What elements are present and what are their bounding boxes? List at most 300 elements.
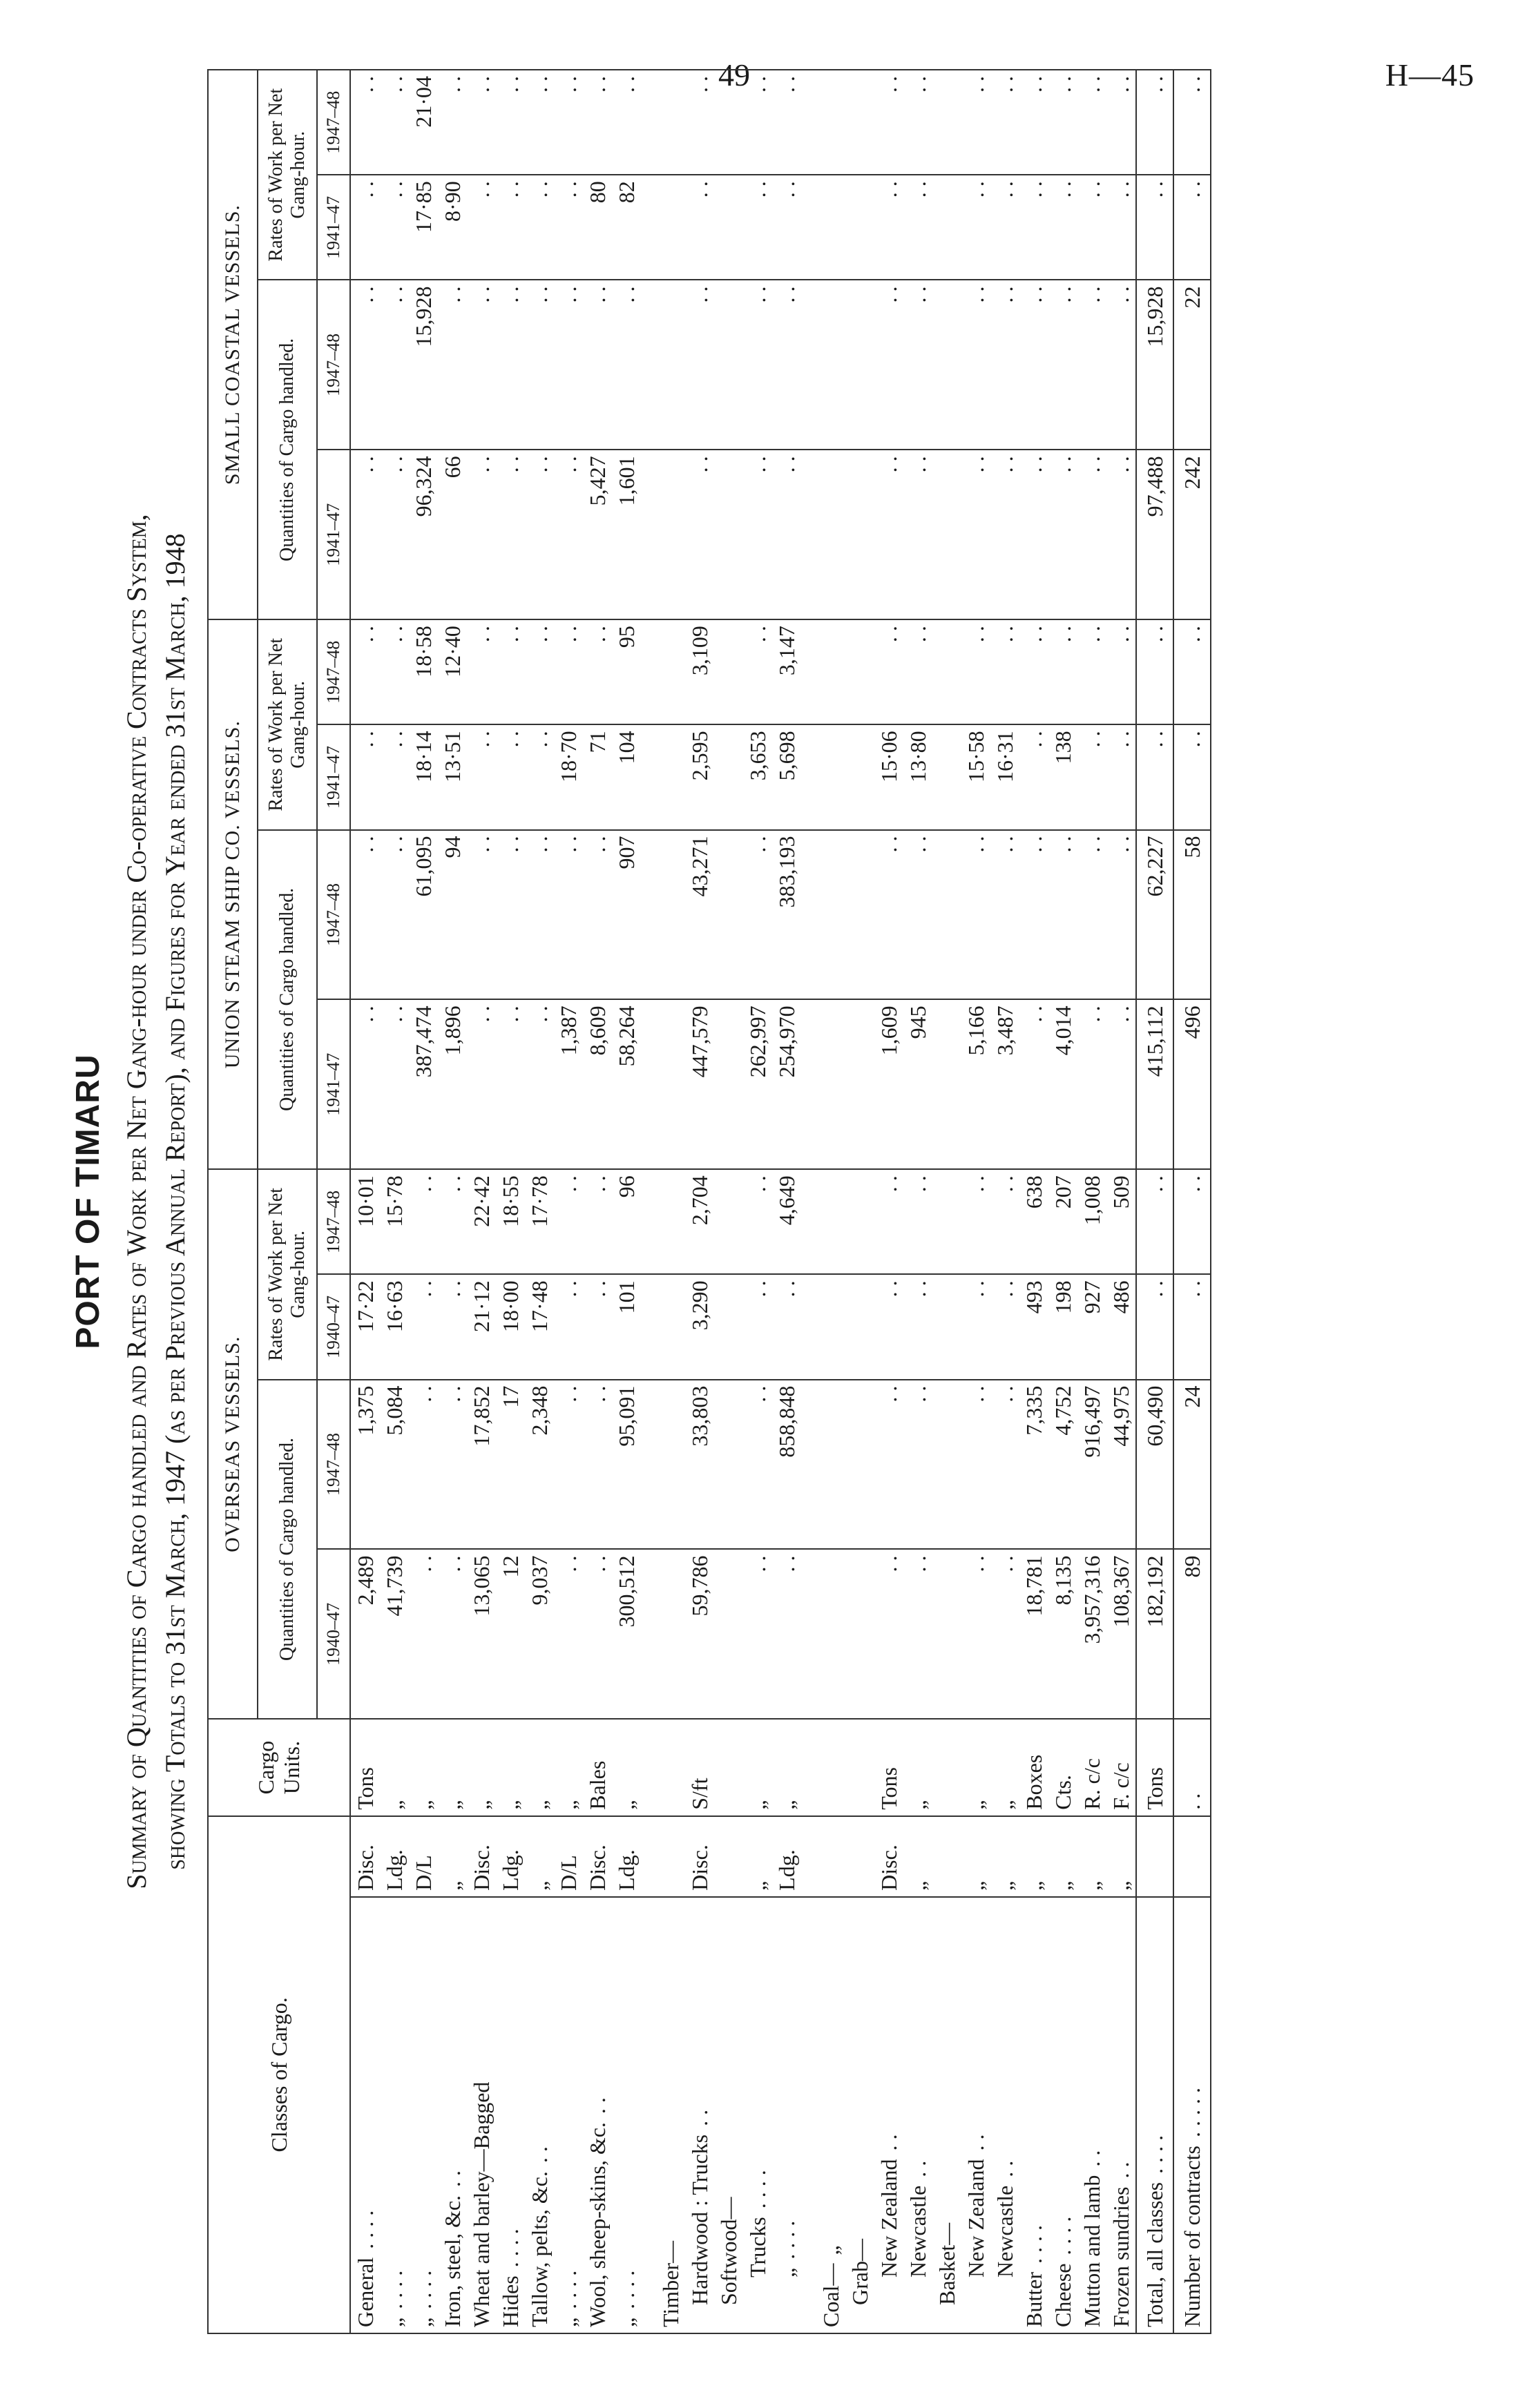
cargo-class-label: Number of contracts <box>1179 2145 1205 2327</box>
value-cell: . . <box>990 1169 1019 1274</box>
port-title: PORT OF TIMARU <box>70 1054 106 1349</box>
value-cell: 95,091 <box>612 1380 641 1550</box>
value-cell <box>845 724 874 829</box>
value-cell: 82 <box>612 175 641 280</box>
unit-cell: „ <box>409 1719 438 1815</box>
cargo-class-label: Iron, steel, &c. <box>439 2195 465 2327</box>
cargo-class-label: Softwood— <box>716 2197 741 2305</box>
table-row <box>380 70 409 2333</box>
operation-cell <box>1173 1816 1211 1897</box>
value-cell: . . <box>496 450 525 619</box>
cargo-class-cell <box>554 1897 583 2333</box>
value-cell: . . <box>583 1549 612 1719</box>
value-cell: . . <box>874 1380 903 1550</box>
value-cell: . . <box>350 724 380 829</box>
value-cell: . . <box>990 1380 1019 1550</box>
value-cell: . . <box>1048 450 1077 619</box>
unit-cell: Tons <box>1136 1719 1173 1815</box>
value-cell: 60,490 <box>1136 1380 1173 1550</box>
value-cell: . . <box>467 999 496 1169</box>
cargo-class-label: Coal— <box>818 2263 843 2327</box>
cargo-class-cell <box>845 1897 874 2333</box>
cargo-class-cell <box>1173 1897 1211 2333</box>
operation-cell <box>845 1816 874 1897</box>
value-cell: . . <box>554 619 583 724</box>
unit-cell: „ <box>903 1719 932 1815</box>
value-cell: 15,928 <box>409 280 438 450</box>
value-cell: . . <box>990 1549 1019 1719</box>
operation-cell: „ <box>438 1816 467 1897</box>
value-cell: 15·06 <box>874 724 903 829</box>
unit-cell <box>714 1719 743 1815</box>
value-cell: . . <box>350 175 380 280</box>
operation-cell: „ <box>525 1816 554 1897</box>
value-cell: . . <box>1019 619 1048 724</box>
value-cell: . . <box>874 619 903 724</box>
table-row <box>1136 70 1173 2333</box>
value-cell: . . <box>903 1380 932 1550</box>
value-cell: . . <box>612 70 641 175</box>
header-year: 1940–47 <box>317 1274 350 1379</box>
cargo-class-label: Grab— <box>847 2239 872 2305</box>
operation-cell <box>932 1816 961 1897</box>
cargo-class-label: Tallow, pelts, &c. <box>526 2171 552 2327</box>
value-cell <box>932 1549 961 1719</box>
cargo-class-label: New Zealand <box>963 2159 988 2277</box>
leader-dots: . . <box>905 2160 930 2177</box>
value-cell: . . <box>990 619 1019 724</box>
value-cell: . . <box>685 70 714 175</box>
value-cell: . . <box>1048 280 1077 450</box>
value-cell: 108,367 <box>1106 1549 1136 1719</box>
value-cell <box>845 1549 874 1719</box>
value-cell <box>714 1380 743 1550</box>
value-cell: . . <box>409 1169 438 1274</box>
value-cell: . . <box>525 70 554 175</box>
table-row <box>438 70 467 2333</box>
table-row <box>1019 70 1048 2333</box>
value-cell <box>656 1169 685 1274</box>
cargo-class-label: Hardwood : Trucks <box>687 2134 712 2305</box>
cargo-class-cell <box>1019 1897 1048 2333</box>
cargo-class-label: Wheat and barley—Bagged <box>468 2081 494 2327</box>
value-cell: . . <box>961 175 990 280</box>
value-cell <box>816 1274 845 1379</box>
value-cell: 638 <box>1019 1169 1048 1274</box>
header-year: 1947–48 <box>317 619 350 724</box>
value-cell: . . <box>554 1380 583 1550</box>
value-cell: . . <box>1048 175 1077 280</box>
header-quantities: Quantities of Cargo handled. <box>258 830 317 1170</box>
table-row <box>525 70 554 2333</box>
value-cell <box>656 724 685 829</box>
value-cell <box>816 70 845 175</box>
unit-cell: „ <box>525 1719 554 1815</box>
value-cell <box>845 280 874 450</box>
value-cell: 59,786 <box>685 1549 714 1719</box>
value-cell: 17 <box>496 1380 525 1550</box>
cargo-class-label: Frozen sundries <box>1108 2186 1133 2327</box>
unit-cell: F. c/c <box>1106 1719 1136 1815</box>
value-cell: . . <box>467 619 496 724</box>
value-cell: 1,387 <box>554 999 583 1169</box>
value-cell: . . <box>1173 70 1211 175</box>
operation-cell: „ <box>1019 1816 1048 1897</box>
value-cell: . . <box>874 450 903 619</box>
cargo-class-label: Wool, sheep-skins, &c. <box>584 2122 610 2327</box>
value-cell: . . <box>743 1274 772 1379</box>
value-cell: . . <box>583 280 612 450</box>
value-cell: . . <box>1136 1274 1173 1379</box>
table-row <box>845 70 874 2333</box>
value-cell <box>845 1169 874 1274</box>
value-cell: . . <box>554 1274 583 1379</box>
value-cell <box>845 450 874 619</box>
value-cell <box>932 1274 961 1379</box>
value-cell: 94 <box>438 830 467 1000</box>
value-cell <box>845 830 874 1000</box>
value-cell: 66 <box>438 450 467 619</box>
value-cell: . . <box>903 450 932 619</box>
cargo-class-cell <box>350 1897 380 2333</box>
value-cell: 17·85 <box>409 175 438 280</box>
value-cell: . . <box>874 1169 903 1274</box>
value-cell: . . <box>874 1274 903 1379</box>
header-quantities: Quantities of Cargo handled. <box>258 1380 317 1720</box>
value-cell: . . <box>1173 175 1211 280</box>
value-cell: . . <box>380 70 409 175</box>
value-cell <box>714 70 743 175</box>
value-cell: . . <box>1019 999 1048 1169</box>
header-union: UNION STEAM SHIP CO. VESSELS. <box>208 619 258 1169</box>
table-row <box>685 70 714 2333</box>
operation-cell: D/L <box>554 1816 583 1897</box>
value-cell: . . <box>1106 999 1136 1169</box>
value-cell: 44,975 <box>1106 1380 1136 1550</box>
unit-cell: „ <box>772 1719 801 1815</box>
value-cell: . . <box>525 724 554 829</box>
unit-cell: Cts. <box>1048 1719 1077 1815</box>
value-cell: . . <box>467 724 496 829</box>
unit-cell: „ <box>554 1719 583 1815</box>
value-cell: . . <box>743 1549 772 1719</box>
operation-cell: Ldg. <box>380 1816 409 1897</box>
value-cell: . . <box>1019 175 1048 280</box>
value-cell <box>816 175 845 280</box>
value-cell: . . <box>961 830 990 1000</box>
cargo-class-label: „ <box>410 2317 436 2327</box>
value-cell: . . <box>990 830 1019 1000</box>
value-cell <box>932 724 961 829</box>
cargo-class-label: Cheese <box>1050 2263 1075 2327</box>
value-cell: . . <box>1136 70 1173 175</box>
header-year: 1941–47 <box>317 724 350 829</box>
cargo-class-cell <box>1106 1897 1136 2333</box>
value-cell: . . <box>743 1169 772 1274</box>
value-cell: 198 <box>1048 1274 1077 1379</box>
cargo-class-label: „ <box>381 2317 407 2327</box>
cargo-class-cell <box>583 1897 612 2333</box>
value-cell: 10·01 <box>350 1169 380 1274</box>
value-cell: 18·14 <box>409 724 438 829</box>
value-cell: . . <box>743 619 772 724</box>
table-row <box>772 70 801 2333</box>
value-cell: 5,084 <box>380 1380 409 1550</box>
operation-cell: Ldg. <box>496 1816 525 1897</box>
value-cell: 4,649 <box>772 1169 801 1274</box>
value-cell: . . <box>438 1169 467 1274</box>
value-cell: . . <box>1136 1169 1173 1274</box>
value-cell: . . <box>350 70 380 175</box>
value-cell: 2,489 <box>350 1549 380 1719</box>
value-cell: . . <box>525 619 554 724</box>
table-row <box>1173 70 1211 2333</box>
value-cell: 486 <box>1106 1274 1136 1379</box>
value-cell: 5,698 <box>772 724 801 829</box>
value-cell: . . <box>380 830 409 1000</box>
value-cell: 8,135 <box>1048 1549 1077 1719</box>
leader-dots: . . . . <box>1050 2216 1075 2255</box>
value-cell: 104 <box>612 724 641 829</box>
leader-dots: . . . . <box>745 2170 770 2209</box>
value-cell: . . <box>1106 619 1136 724</box>
value-cell: . . <box>743 450 772 619</box>
value-cell: 18·00 <box>496 1274 525 1379</box>
value-cell: . . <box>990 70 1019 175</box>
operation-cell: „ <box>903 1816 932 1897</box>
value-cell <box>656 619 685 724</box>
operation-cell: „ <box>743 1816 772 1897</box>
value-cell: 907 <box>612 830 641 1000</box>
header-year: 1947–48 <box>317 70 350 175</box>
operation-cell: „ <box>1106 1816 1136 1897</box>
operation-cell: „ <box>1048 1816 1077 1897</box>
value-cell: 1,008 <box>1077 1169 1106 1274</box>
value-cell: . . <box>350 450 380 619</box>
value-cell: 8,609 <box>583 999 612 1169</box>
value-cell: 4,014 <box>1048 999 1077 1169</box>
value-cell: . . <box>380 724 409 829</box>
value-cell: 858,848 <box>772 1380 801 1550</box>
value-cell: 5,166 <box>961 999 990 1169</box>
value-cell: 15·58 <box>961 724 990 829</box>
value-cell: . . <box>583 1169 612 1274</box>
operation-cell: D/L <box>409 1816 438 1897</box>
table-row <box>1106 70 1136 2333</box>
cargo-class-cell <box>990 1897 1019 2333</box>
cargo-class-cell <box>1136 1897 1173 2333</box>
header-year: 1947–48 <box>317 1380 350 1550</box>
header-year: 1940–47 <box>317 1549 350 1719</box>
summary-heading <box>117 69 195 2334</box>
value-cell: . . <box>496 830 525 1000</box>
cargo-class-label: „ <box>555 2317 581 2327</box>
value-cell: . . <box>743 70 772 175</box>
table-body <box>350 70 1211 2333</box>
value-cell <box>845 1380 874 1550</box>
cargo-class-cell <box>380 1897 409 2333</box>
table-row <box>467 70 496 2333</box>
value-cell: . . <box>1106 724 1136 829</box>
unit-cell: „ <box>743 1719 772 1815</box>
operation-cell: Ldg. <box>772 1816 801 1897</box>
cargo-class-cell <box>612 1897 641 2333</box>
table-row <box>583 70 612 2333</box>
value-cell <box>714 619 743 724</box>
value-cell: . . <box>903 1274 932 1379</box>
value-cell: . . <box>1048 619 1077 724</box>
table-row <box>990 70 1019 2333</box>
value-cell: 13·80 <box>903 724 932 829</box>
header-units: Cargo Units. <box>208 1719 350 1815</box>
operation-cell <box>656 1816 685 1897</box>
value-cell: . . <box>467 70 496 175</box>
operation-cell <box>816 1816 845 1897</box>
value-cell: . . <box>380 175 409 280</box>
page-number: 49 <box>718 57 750 93</box>
value-cell: . . <box>467 450 496 619</box>
cargo-class-label: Total, all classes <box>1142 2181 1167 2327</box>
header-year: 1947–48 <box>317 830 350 1000</box>
value-cell: 2,348 <box>525 1380 554 1550</box>
value-cell <box>816 830 845 1000</box>
unit-cell: „ <box>612 1719 641 1815</box>
value-cell: . . <box>409 1549 438 1719</box>
value-cell: 1,896 <box>438 999 467 1169</box>
value-cell: 3,653 <box>743 724 772 829</box>
value-cell: . . <box>496 280 525 450</box>
value-cell <box>932 619 961 724</box>
value-cell: 16·31 <box>990 724 1019 829</box>
operation-cell: Disc. <box>583 1816 612 1897</box>
header-overseas: OVERSEAS VESSELS. <box>208 1169 258 1719</box>
value-cell <box>845 175 874 280</box>
value-cell: 242 <box>1173 450 1211 619</box>
value-cell: 71 <box>583 724 612 829</box>
cargo-class-cell <box>903 1897 932 2333</box>
summary-line-1: Summary of Quantities of Cargo handled and Rates of Work per Net Gang-hour under Co-operative Contracts System, <box>121 514 152 1889</box>
value-cell: . . <box>1019 724 1048 829</box>
leader-dots: . . <box>584 2097 610 2115</box>
value-cell: 182,192 <box>1136 1549 1173 1719</box>
leader-dots: . . . . <box>774 2220 799 2260</box>
value-cell: . . <box>1106 175 1136 280</box>
value-cell: . . <box>990 1274 1019 1379</box>
unit-cell: „ <box>496 1719 525 1815</box>
unit-cell: . . <box>1173 1719 1211 1815</box>
value-cell: . . <box>554 1169 583 1274</box>
value-cell: . . <box>612 280 641 450</box>
value-cell: 22 <box>1173 280 1211 450</box>
operation-cell: „ <box>990 1816 1019 1897</box>
operation-cell: Ldg. <box>612 1816 641 1897</box>
value-cell: . . <box>380 619 409 724</box>
value-cell: 21·12 <box>467 1274 496 1379</box>
value-cell <box>932 830 961 1000</box>
header-year: 1947–48 <box>317 1169 350 1274</box>
value-cell: . . <box>1136 175 1173 280</box>
value-cell: 8·90 <box>438 175 467 280</box>
value-cell: . . <box>1019 280 1048 450</box>
value-cell: 18·58 <box>409 619 438 724</box>
value-cell: 96,324 <box>409 450 438 619</box>
value-cell: . . <box>743 830 772 1000</box>
value-cell: 3,147 <box>772 619 801 724</box>
table-row <box>932 70 961 2333</box>
operation-cell: Disc. <box>874 1816 903 1897</box>
value-cell: 927 <box>1077 1274 1106 1379</box>
value-cell: . . <box>1048 830 1077 1000</box>
value-cell: . . <box>554 830 583 1000</box>
value-cell: . . <box>961 1380 990 1550</box>
value-cell: 496 <box>1173 999 1211 1169</box>
value-cell: . . <box>438 1380 467 1550</box>
cargo-class-label: Timber— <box>658 2240 683 2327</box>
value-cell: . . <box>554 450 583 619</box>
value-cell: . . <box>1173 1274 1211 1379</box>
cargo-class-label: Newcastle <box>905 2185 930 2277</box>
value-cell: . . <box>525 999 554 1169</box>
cargo-class-cell <box>743 1897 772 2333</box>
value-cell: . . <box>685 175 714 280</box>
value-cell: 89 <box>1173 1549 1211 1719</box>
value-cell <box>845 999 874 1169</box>
value-cell: . . <box>772 70 801 175</box>
value-cell: . . <box>990 450 1019 619</box>
value-cell <box>816 724 845 829</box>
value-cell: . . <box>772 1274 801 1379</box>
value-cell <box>656 70 685 175</box>
unit-cell: Boxes <box>1019 1719 1048 1815</box>
value-cell: . . <box>1019 70 1048 175</box>
value-cell: . . <box>438 1549 467 1719</box>
value-cell: 4,752 <box>1048 1380 1077 1550</box>
value-cell: . . <box>990 280 1019 450</box>
value-cell: . . <box>1077 999 1106 1169</box>
value-cell: . . <box>525 280 554 450</box>
cargo-class-label: „ <box>613 2317 639 2327</box>
value-cell: 24 <box>1173 1380 1211 1550</box>
value-cell: . . <box>583 1380 612 1550</box>
value-cell: 1,601 <box>612 450 641 619</box>
leader-dots: . . . . <box>410 2270 436 2309</box>
value-cell: . . <box>1048 70 1077 175</box>
leader-dots: . . . . <box>352 2210 378 2249</box>
value-cell: . . <box>438 70 467 175</box>
cargo-table <box>207 69 1211 2334</box>
value-cell: 16·63 <box>380 1274 409 1379</box>
cargo-class-cell <box>409 1897 438 2333</box>
value-cell: 12 <box>496 1549 525 1719</box>
value-cell: 2,595 <box>685 724 714 829</box>
value-cell <box>816 1549 845 1719</box>
value-cell: . . <box>961 1274 990 1379</box>
value-cell: 415,112 <box>1136 999 1173 1169</box>
value-cell: . . <box>903 1549 932 1719</box>
value-cell <box>714 280 743 450</box>
value-cell: . . <box>990 175 1019 280</box>
value-cell: 15·78 <box>380 1169 409 1274</box>
leader-dots: . . <box>439 2170 465 2187</box>
table-row <box>743 70 772 2333</box>
header-coastal: SMALL COASTAL VESSELS. <box>208 70 258 619</box>
value-cell: . . <box>496 619 525 724</box>
value-cell <box>845 1274 874 1379</box>
value-cell: . . <box>554 70 583 175</box>
leader-dots: . . <box>687 2109 712 2126</box>
unit-cell: Tons <box>874 1719 903 1815</box>
value-cell: 15,928 <box>1136 280 1173 450</box>
